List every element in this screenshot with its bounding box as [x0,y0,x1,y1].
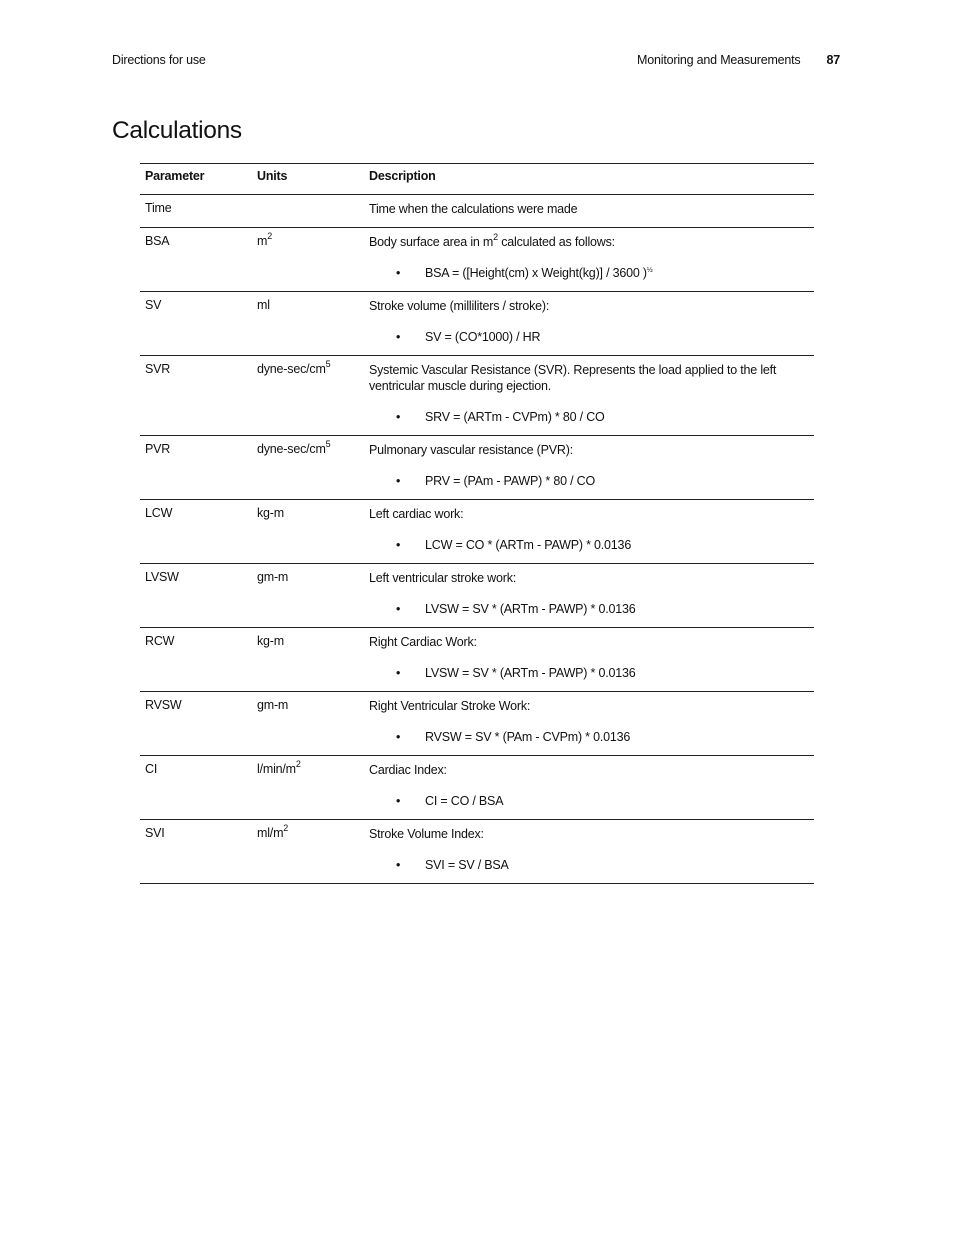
description-cell [364,628,814,692]
formula-item [369,665,809,681]
units-value: ml [257,298,270,312]
description-cell [364,356,814,436]
formula-text: LVSW = SV * (ARTm - PAWP) * 0.0136 [425,666,636,680]
units-cell [252,195,364,228]
parameter-cell: SV [145,298,162,312]
column-header-parameter: Parameter [145,169,205,183]
description-text: Stroke Volume Index: [369,827,484,841]
formula-text: PRV = (PAm - PAWP) * 80 / CO [425,474,596,488]
parameter-cell: RCW [145,634,175,648]
table-row [140,628,814,692]
units-superscript: 2 [295,759,301,769]
formula-text: BSA = ([Height(cm) x Weight(kg)] / 3600 ) [425,266,647,280]
parameter-cell: RVSW [145,698,182,712]
units-value: ml/m [257,826,284,840]
units-cell [252,356,364,436]
bullet-icon: • [396,410,401,424]
description-text: Right Cardiac Work: [369,635,477,649]
running-header-right [637,53,840,67]
units-superscript: 5 [325,439,331,449]
description-text: Left ventricular stroke work: [369,571,517,585]
parameter-cell: SVR [145,362,171,376]
units-cell [252,756,364,820]
formula-item [369,729,809,745]
description-cell [364,692,814,756]
table-row [140,436,814,500]
column-header-units: Units [257,169,288,183]
description-text [369,234,809,250]
units-value: kg-m [257,634,284,648]
description-cell [364,228,814,292]
running-header-left: Directions for use [112,53,206,67]
units-value: l/min/m [257,762,296,776]
page-title: Calculations [112,117,242,144]
parameter-cell: LVSW [145,570,179,584]
bullet-icon: • [396,858,401,872]
description-text: Right Ventricular Stroke Work: [369,699,531,713]
formula-item [369,329,809,345]
description-text: Left cardiac work: [369,507,464,521]
units-cell [252,500,364,564]
description-text: Pulmonary vascular resistance (PVR): [369,443,573,457]
formula-superscript: ½ [646,267,653,274]
description-text: Cardiac Index: [369,763,447,777]
units-value: dyne-sec/cm [257,442,326,456]
units-value: gm-m [257,570,289,584]
description-part: Body surface area in m [369,235,494,249]
description-cell [364,756,814,820]
formula-item [369,265,809,281]
units-value: kg-m [257,506,284,520]
table-row [140,500,814,564]
bullet-icon: • [396,730,401,744]
bullet-icon: • [396,330,401,344]
table-row [140,820,814,884]
description-text: Time when the calculations were made [369,202,578,216]
units-cell [252,692,364,756]
units-cell [252,628,364,692]
table-row [140,756,814,820]
table-row [140,195,814,228]
description-cell [364,564,814,628]
units-cell [252,228,364,292]
formula-item [369,537,809,553]
units-cell [252,436,364,500]
table-row [140,356,814,436]
bullet-icon: • [396,666,401,680]
units-value: gm-m [257,698,289,712]
units-value: m [257,234,268,248]
parameter-cell: PVR [145,442,171,456]
page-number: 87 [826,53,840,67]
formula-item [369,601,809,617]
description-text: Systemic Vascular Resistance (SVR). Represents the load applied to the left ventricular muscle during ejection. [369,363,777,393]
table-row [140,692,814,756]
parameter-cell: CI [145,762,158,776]
bullet-icon: • [396,602,401,616]
formula-item [369,857,809,873]
units-cell [252,564,364,628]
description-part: calculated as follows: [497,235,615,249]
formula-item [369,473,809,489]
units-superscript: 2 [267,231,273,241]
formula-text: SVI = SV / BSA [425,858,509,872]
table-row [140,292,814,356]
description-cell [364,820,814,884]
units-cell [252,292,364,356]
units-cell [252,820,364,884]
running-header-section: Monitoring and Measurements [637,53,801,67]
description-cell [364,500,814,564]
bullet-icon: • [396,538,401,552]
formula-item [369,409,809,425]
units-superscript: 5 [325,359,331,369]
formula-text: LCW = CO * (ARTm - PAWP) * 0.0136 [425,538,632,552]
parameter-cell: BSA [145,234,170,248]
table-header-row [140,164,814,195]
table-row [140,564,814,628]
bullet-icon: • [396,474,401,488]
bullet-icon: • [396,266,401,280]
description-cell [364,436,814,500]
formula-text: SV = (CO*1000) / HR [425,330,541,344]
formula-item [369,793,809,809]
formula-text: RVSW = SV * (PAm - CVPm) * 0.0136 [425,730,631,744]
calculations-table [140,163,814,884]
description-cell [364,292,814,356]
parameter-cell: Time [145,201,172,215]
description-text: Stroke volume (milliliters / stroke): [369,299,550,313]
units-superscript: 2 [283,823,289,833]
description-superscript: 2 [493,232,498,242]
parameter-cell: LCW [145,506,173,520]
table-row [140,228,814,292]
formula-text: CI = CO / BSA [425,794,504,808]
bullet-icon: • [396,794,401,808]
parameter-cell: SVI [145,826,165,840]
formula-text: SRV = (ARTm - CVPm) * 80 / CO [425,410,605,424]
formula-text: LVSW = SV * (ARTm - PAWP) * 0.0136 [425,602,636,616]
column-header-description: Description [369,169,436,183]
description-cell [364,195,814,228]
units-value: dyne-sec/cm [257,362,326,376]
